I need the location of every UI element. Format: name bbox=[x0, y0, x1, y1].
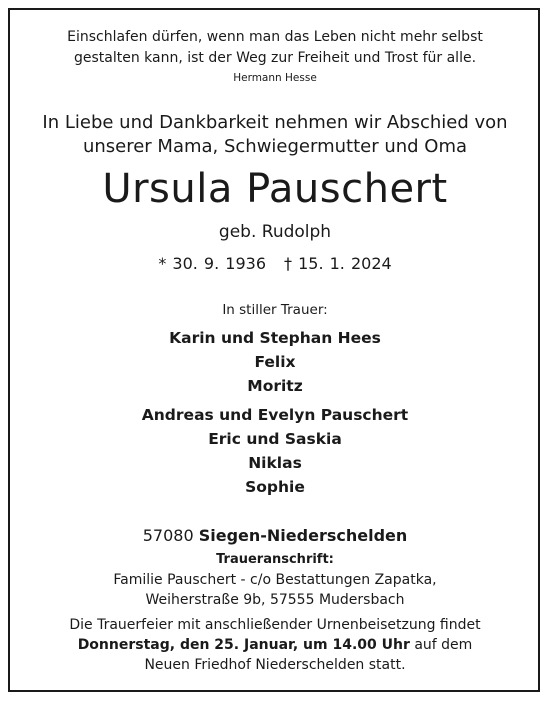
address-line-2: Weiherstraße 9b, 57555 Mudersbach bbox=[145, 592, 405, 608]
deceased-name: Ursula Pauschert bbox=[102, 166, 448, 212]
intro-line-1: In Liebe und Dankbarkeit nehmen wir Abschied von bbox=[42, 112, 508, 133]
city-name: Siegen-Niederschelden bbox=[198, 526, 408, 545]
mourner-name: Andreas und Evelyn Pauschert bbox=[141, 406, 409, 424]
birth-date: * 30. 9. 1936 bbox=[158, 254, 266, 273]
mourner-name: Felix bbox=[254, 353, 296, 371]
service-date-time: Donnerstag, den 25. Januar, um 14.00 Uhr bbox=[77, 637, 410, 653]
quote-author: Hermann Hesse bbox=[233, 72, 317, 84]
zip-code: 57080 bbox=[142, 526, 194, 545]
service-line-3: Neuen Friedhof Niederschelden statt. bbox=[144, 657, 406, 673]
mourner-name: Karin und Stephan Hees bbox=[169, 329, 381, 347]
quote-line-2: gestalten kann, ist der Weg zur Freiheit und Trost für alle. bbox=[73, 50, 477, 66]
location bbox=[0, 526, 550, 545]
death-date: † 15. 1. 2024 bbox=[284, 254, 392, 273]
life-dates bbox=[0, 254, 550, 273]
intro-line-2: unserer Mama, Schwiegermutter und Oma bbox=[82, 136, 468, 157]
mourning-address bbox=[0, 570, 550, 610]
quote-line-1: Einschlafen dürfen, wenn man das Leben nicht mehr selbst bbox=[67, 29, 483, 45]
mourners-group-1 bbox=[0, 326, 550, 398]
intro-text bbox=[0, 111, 550, 159]
service-info bbox=[0, 615, 550, 675]
mourner-name: Eric und Saskia bbox=[208, 430, 342, 448]
address-line-1: Familie Pauschert - c/o Bestattungen Zapatka, bbox=[113, 572, 437, 588]
mourner-name: Niklas bbox=[248, 454, 302, 472]
mourners-group-2 bbox=[0, 403, 550, 499]
mourners-label: In stiller Trauer: bbox=[222, 302, 328, 318]
mourner-name: Moritz bbox=[247, 377, 303, 395]
quote bbox=[0, 27, 550, 69]
service-line-2 bbox=[0, 635, 550, 655]
service-line-2-rest: auf dem bbox=[409, 637, 473, 653]
maiden-name: geb. Rudolph bbox=[218, 222, 332, 242]
service-line-1: Die Trauerfeier mit anschließender Urnenbeisetzung findet bbox=[69, 617, 481, 633]
address-label: Traueranschrift: bbox=[216, 552, 334, 567]
mourner-name: Sophie bbox=[245, 478, 305, 496]
